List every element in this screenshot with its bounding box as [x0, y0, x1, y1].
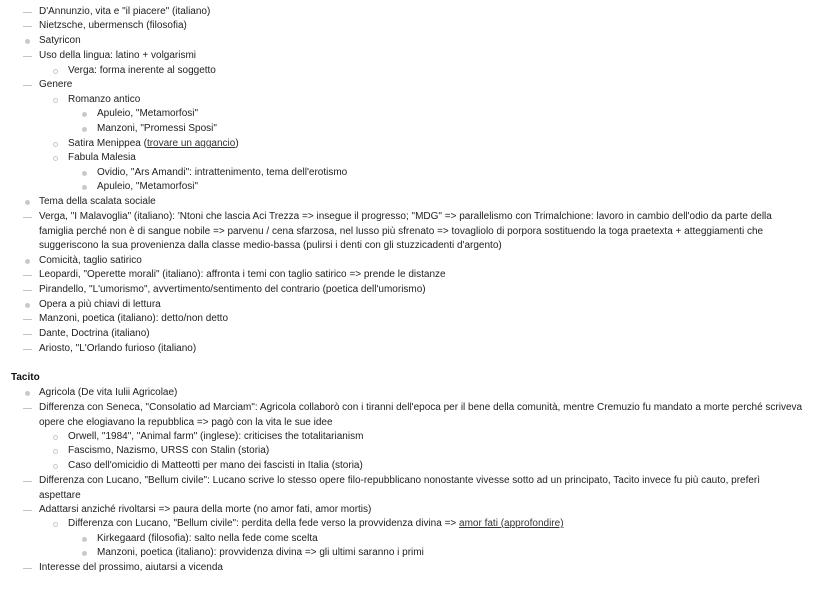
- list-item[interactable]: Manzoni, "Promessi Sposi": [77, 122, 807, 136]
- dash-bullet-icon: [23, 217, 32, 218]
- ring-bullet-icon: [53, 156, 58, 161]
- dash-bullet-icon: [23, 26, 32, 27]
- dot-bullet-icon: [25, 303, 30, 308]
- list-item[interactable]: Leopardi, "Operette morali" (italiano): affronta i temi con taglio satirico => prende le distanze: [20, 268, 810, 282]
- list-item[interactable]: Orwell, "1984", "Animal farm" (inglese): criticises the totalitarianism: [48, 430, 808, 444]
- list-item[interactable]: Ariosto, "L'Orlando furioso (italiano): [20, 342, 810, 356]
- dot-bullet-icon: [82, 127, 87, 132]
- list-item[interactable]: Dante, Doctrina (italiano): [20, 327, 810, 341]
- list-item[interactable]: Satyricon: [20, 34, 810, 48]
- ring-bullet-icon: [53, 142, 58, 147]
- list-item[interactable]: Fabula Malesia: [48, 151, 808, 165]
- list-item[interactable]: Differenza con Seneca, "Consolatio ad Marciam": Agricola collaborò con i tiranni dell'epoca per il bene della comunità, mentre Cremuzio fu mandato a morte perché scriveva opere che elogiavano la repubblica => pagò con la vita le sue idee: [20, 401, 810, 430]
- dash-bullet-icon: [23, 12, 32, 13]
- dash-bullet-icon: [23, 290, 32, 291]
- list-item[interactable]: Manzoni, poetica (italiano): provvidenza divina => gli ultimi saranno i primi: [77, 546, 807, 560]
- ring-bullet-icon: [53, 435, 58, 440]
- dot-bullet-icon: [82, 185, 87, 190]
- dash-bullet-icon: [23, 349, 32, 350]
- ring-bullet-icon: [53, 522, 58, 527]
- list-item[interactable]: Ovidio, "Ars Amandi": intrattenimento, tema dell'erotismo: [77, 166, 807, 180]
- dot-bullet-icon: [25, 39, 30, 44]
- ring-bullet-icon: [53, 464, 58, 469]
- list-item[interactable]: Tema della scalata sociale: [20, 195, 810, 209]
- dot-bullet-icon: [25, 259, 30, 264]
- list-item[interactable]: Uso della lingua: latino + volgarismi: [20, 49, 810, 63]
- list-item[interactable]: Manzoni, poetica (italiano): detto/non detto: [20, 312, 810, 326]
- dash-bullet-icon: [23, 568, 32, 569]
- ring-bullet-icon: [53, 69, 58, 74]
- dash-bullet-icon: [23, 334, 32, 335]
- dot-bullet-icon: [25, 391, 30, 396]
- list-item[interactable]: Apuleio, "Metamorfosi": [77, 107, 807, 121]
- link-trovare-aggancio[interactable]: trovare un aggancio: [146, 138, 236, 149]
- dash-bullet-icon: [23, 319, 32, 320]
- list-item[interactable]: Nietzsche, ubermensch (filosofia): [20, 19, 810, 33]
- dot-bullet-icon: [25, 200, 30, 205]
- list-item[interactable]: Adattarsi anziché rivoltarsi => paura della morte (no amor fati, amor mortis): [20, 503, 810, 517]
- dash-bullet-icon: [23, 481, 32, 482]
- list-item[interactable]: Pirandello, "L'umorismo", avvertimento/sentimento del contrario (poetica dell'umorismo): [20, 283, 810, 297]
- list-item[interactable]: Caso dell'omicidio di Matteotti per mano dei fascisti in Italia (storia): [48, 459, 808, 473]
- list-item[interactable]: Differenza con Lucano, "Bellum civile": perdita della fede verso la provvidenza divina => amor fati (approfondire): [48, 517, 808, 531]
- ring-bullet-icon: [53, 98, 58, 103]
- list-item[interactable]: Fascismo, Nazismo, URSS con Stalin (storia): [48, 444, 808, 458]
- dot-bullet-icon: [82, 537, 87, 542]
- list-item[interactable]: Genere: [20, 78, 810, 92]
- list-item[interactable]: Comicità, taglio satirico: [20, 254, 810, 268]
- dot-bullet-icon: [82, 112, 87, 117]
- dash-bullet-icon: [23, 275, 32, 276]
- dot-bullet-icon: [82, 551, 87, 556]
- list-item[interactable]: Apuleio, "Metamorfosi": [77, 180, 807, 194]
- list-item[interactable]: Verga: forma inerente al soggetto: [48, 64, 808, 78]
- dash-bullet-icon: [23, 408, 32, 409]
- list-item[interactable]: Interesse del prossimo, aiutarsi a vicenda: [20, 561, 810, 575]
- ring-bullet-icon: [53, 449, 58, 454]
- list-item[interactable]: Agricola (De vita Iulii Agricolae): [20, 386, 810, 400]
- dash-bullet-icon: [23, 510, 32, 511]
- list-item[interactable]: Satira Menippea (trovare un aggancio): [48, 137, 808, 151]
- dot-bullet-icon: [82, 171, 87, 176]
- list-item[interactable]: Verga, "I Malavoglia" (italiano): 'Ntoni che lascia Aci Trezza => insegue il progresso; "MDG" => parallelismo con Trimalchione: lavoro in cambio dell'odio da parte della famiglia perché non è di sangue nobile => parvenu / cena sfarzosa, nel lusso più sfrenato => tovagliolo di porpora sostituendo la toga praetexta + atteggiamenti che suggeriscono la sua provenienza dalla classe medio-bassa (pulirsi i denti con gli stuzzicadenti d'argento): [20, 210, 810, 254]
- section-heading: Tacito: [11, 372, 40, 383]
- list-item[interactable]: Opera a più chiavi di lettura: [20, 298, 810, 312]
- dash-bullet-icon: [23, 85, 32, 86]
- list-item[interactable]: D'Annunzio, vita e "il piacere" (italiano): [20, 5, 810, 19]
- list-item[interactable]: Differenza con Lucano, "Bellum civile": Lucano scrive lo stesso opere filo-repubblicano nonostante vivesse sotto ad un principato, Tacito invece fu più cauto, preferì aspettare: [20, 474, 810, 503]
- dash-bullet-icon: [23, 56, 32, 57]
- list-item[interactable]: Kirkegaard (filosofia): salto nella fede come scelta: [77, 532, 807, 546]
- list-item[interactable]: Romanzo antico: [48, 93, 808, 107]
- link-amor-fati[interactable]: amor fati (approfondire): [459, 518, 564, 529]
